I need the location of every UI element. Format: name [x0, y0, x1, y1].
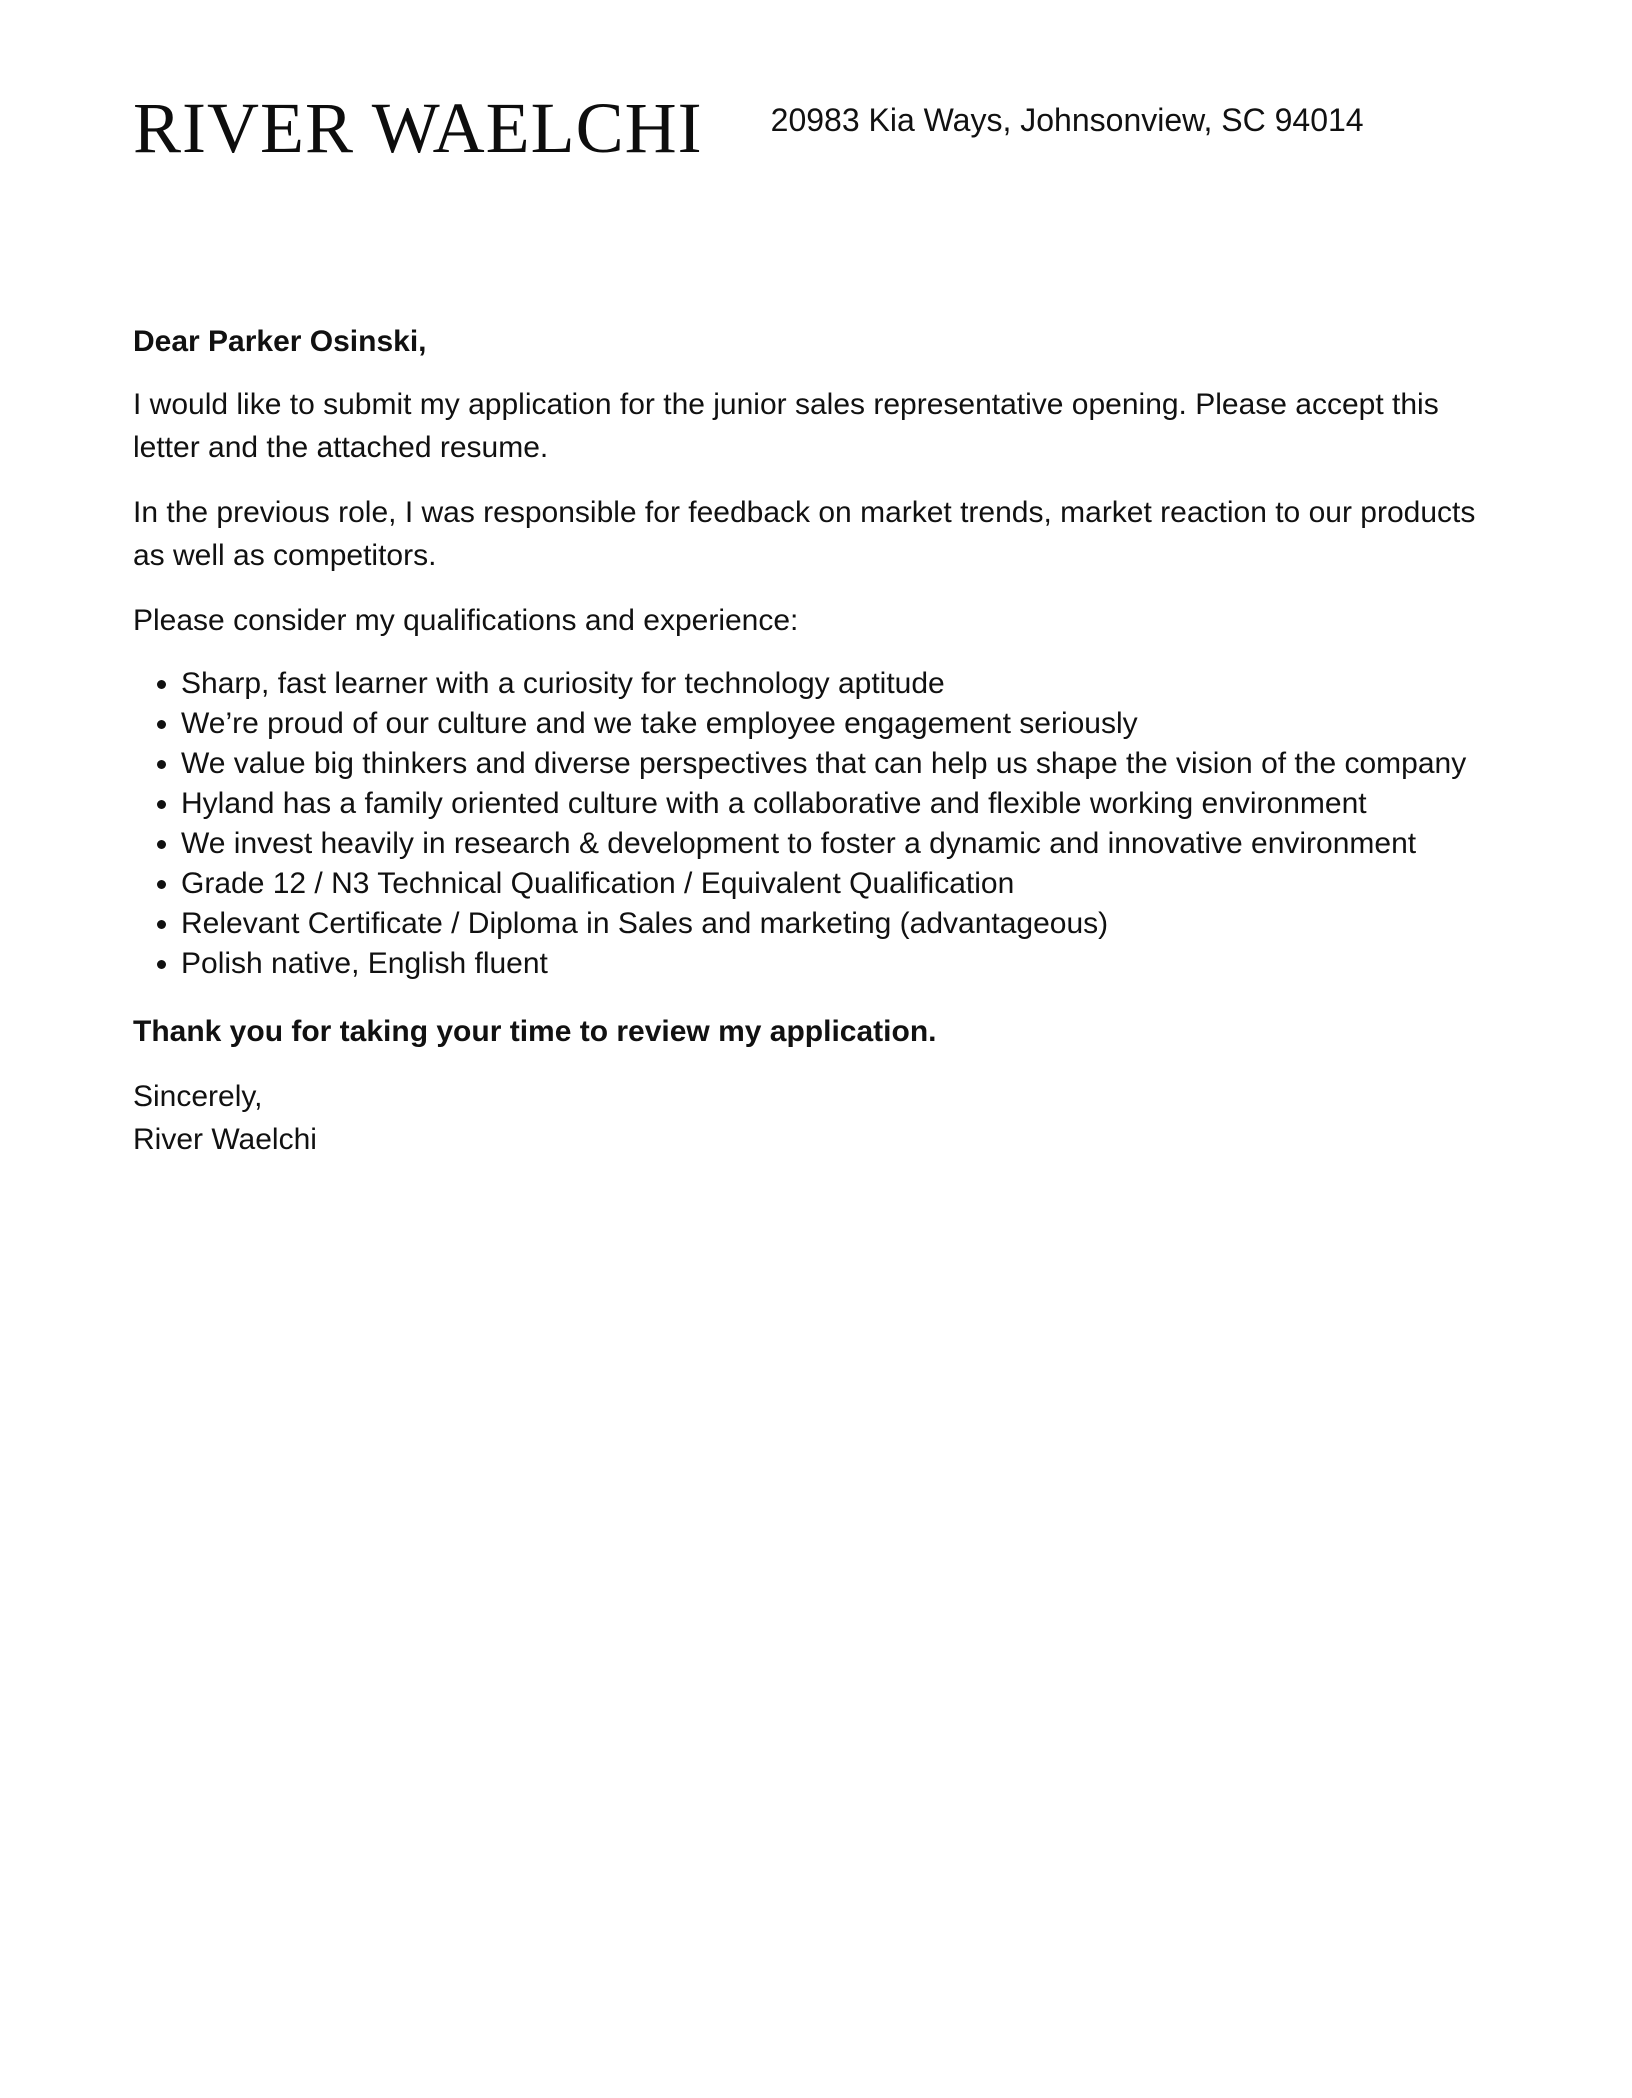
list-item: • Polish native, English fluent: [181, 944, 1503, 984]
list-item: • Relevant Certificate / Diploma in Sales and marketing (advantageous): [181, 904, 1503, 944]
list-item: • We value big thinkers and diverse perspectives that can help us shape the vision of the company: [181, 744, 1503, 784]
signoff: Sincerely,: [133, 1080, 263, 1113]
qualifications-intro: Please consider my qualifications and experience:: [133, 604, 799, 637]
intro-paragraph: I would like to submit my application for the junior sales representative opening. Please accept this letter and the attached resume.: [133, 388, 1439, 464]
list-item: • Grade 12 / N3 Technical Qualification / Equivalent Qualification: [181, 864, 1503, 904]
list-item: • Sharp, fast learner with a curiosity for technology aptitude: [181, 664, 1503, 704]
qualifications-list: [133, 664, 1503, 984]
list-item: • Hyland has a family oriented culture with a collaborative and flexible working environment: [181, 784, 1503, 824]
closing-line: Thank you for taking your time to review my application.: [133, 1015, 937, 1048]
applicant-name: RIVER WAELCHI: [133, 88, 703, 168]
letter-body: [133, 320, 1503, 1161]
list-item: • We invest heavily in research & development to foster a dynamic and innovative environment: [181, 824, 1503, 864]
list-item: • We’re proud of our culture and we take employee engagement seriously: [181, 704, 1503, 744]
experience-paragraph: In the previous role, I was responsible for feedback on market trends, market reaction to our products as well as competitors.: [133, 496, 1476, 572]
applicant-address: 20983 Kia Ways, Johnsonview, SC 94014: [770, 102, 1364, 138]
signature: River Waelchi: [133, 1123, 317, 1156]
letter-header: [133, 88, 1503, 178]
greeting: Dear Parker Osinski,: [133, 325, 427, 358]
